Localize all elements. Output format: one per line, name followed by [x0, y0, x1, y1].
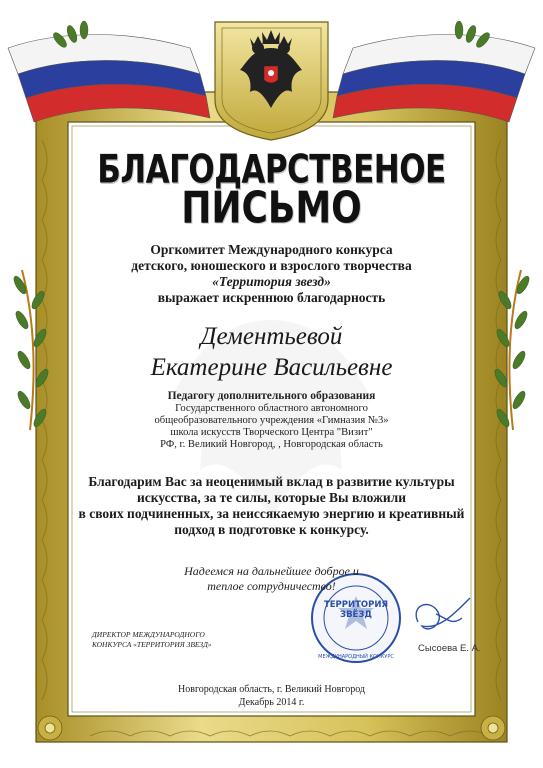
thanks-line1: Благодарим Вас за неоценимый вклад в развитие культуры	[88, 474, 455, 489]
stamp-center-text	[318, 600, 394, 620]
director-title-line1: ДИРЕКТОР МЕЖДУНАРОДНОГО	[92, 630, 205, 639]
contest-name: «Территория звезд»	[212, 274, 331, 289]
thanks-line3: в своих подчиненных, за неиссякаемую энергию и креативный	[78, 506, 465, 521]
position-line2: Государственного областного автономного	[175, 403, 368, 414]
stamp-ring-text: МЕЖДУНАРОДНЫЙ КОНКУРС	[318, 654, 394, 660]
footer-place: Новгородская область, г. Великий Новгород	[178, 684, 365, 695]
position-line4: школа искусств Творческого Центра "Визит"	[170, 427, 373, 438]
director-title-line2: КОНКУРСА «ТЕРРИТОРИЯ ЗВЕЗД»	[92, 640, 212, 649]
organizer-line1: Оргкомитет Международного конкурса	[150, 242, 393, 257]
thanks-line2: искусства, за те силы, которые Вы вложили	[136, 490, 406, 505]
certificate-title-line1: БЛАГОДАРСТВЕНОЕ	[97, 147, 446, 193]
recipient-surname: Дементьевой	[200, 323, 343, 350]
position-line1: Педагогу дополнительного образования	[167, 390, 376, 402]
footer-date: Декабрь 2014 г.	[238, 697, 305, 708]
director-name: Сысоева Е. А.	[418, 643, 481, 654]
organizer-line4: выражает искреннюю благодарность	[157, 290, 386, 305]
position-line5: РФ, г. Великий Новгород, , Новгородская область	[160, 439, 383, 450]
recipient-given-names: Екатерине Васильевне	[150, 354, 393, 381]
certificate-title-line2: ПИСЬМО	[181, 183, 362, 234]
organizer-line2: детского, юношеского и взрослого творчества	[131, 258, 412, 273]
position-line3: общеобразовательного учреждения «Гимназия №3»	[154, 415, 389, 426]
signature-icon	[416, 598, 470, 629]
double-headed-eagle-emblem-icon	[215, 22, 328, 140]
closing-line1: Надеемся на дальнейшее доброе и	[184, 564, 359, 578]
thanks-line4: подход в подготовке к конкурсу.	[174, 522, 369, 537]
stamp-center-line1: ТЕРРИТОРИЯ	[323, 600, 389, 610]
stamp-center-line2: ЗВЁЗД	[340, 610, 372, 620]
closing-line2: теплое сотрудничество!	[207, 579, 336, 593]
